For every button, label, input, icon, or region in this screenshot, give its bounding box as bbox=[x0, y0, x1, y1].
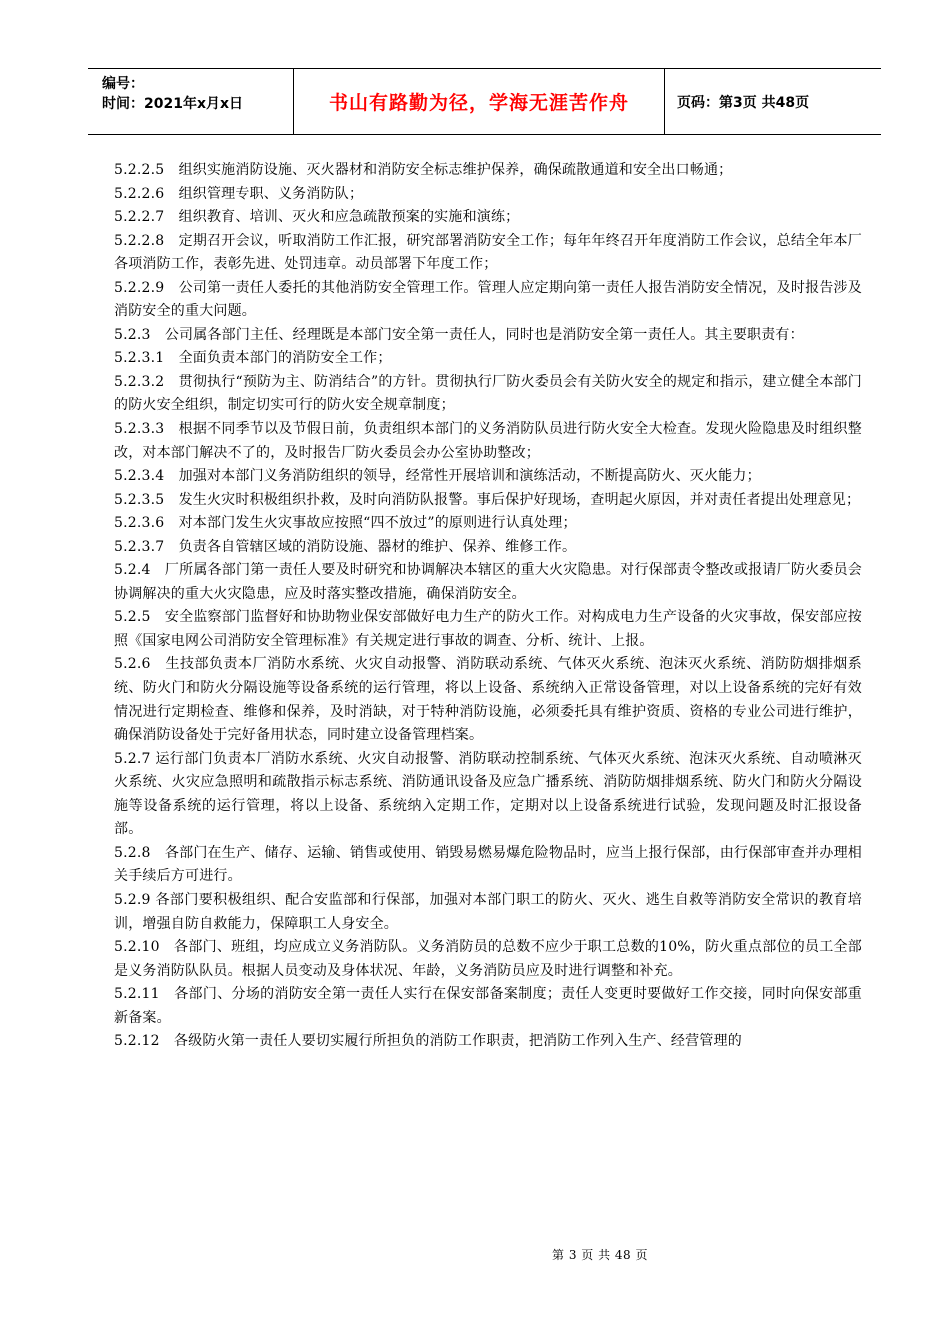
paragraph: 5.2.2.9 公司第一责任人委托的其他消防安全管理工作。管理人应定期向第一责任人报告消防安全情况，及时报告涉及消防安全的重大问题。 bbox=[114, 279, 862, 320]
paragraph: 5.2.3.2 贯彻执行“预防为主、防消结合”的方针。贯彻执行厂防火委员会有关防火安全的规定和指示，建立健全本部门的防火安全组织，制定切实可行的防火安全规章制度； bbox=[114, 373, 862, 414]
paragraph: 5.2.3 公司属各部门主任、经理既是本部门安全第一责任人，同时也是消防安全第一责任人。其主要职责有： bbox=[114, 326, 804, 343]
header-motto: 书山有路勤为径，学海无涯苦作舟 bbox=[293, 69, 665, 134]
header-time: 时间：2021年x月x日 bbox=[102, 96, 244, 112]
paragraph: 5.2.3.1 全面负责本部门的消防安全工作； bbox=[114, 350, 392, 367]
paragraph: 5.2.7 运行部门负责本厂消防水系统、火灾自动报警、消防联动控制系统、气体灭火系统、泡沫灭火系统、自动喷淋灭火系统、火灾应急照明和疏散指示标志系统、消防通讯设备及应急广播系统、消防防烟排烟系统、防火门和防火分隔设施等设备系统的运行管理，将以上设备、系统纳入定期工作，定期对以上设备系统进行试验，发现问题及时汇报设备部。 bbox=[114, 750, 862, 838]
footer-page-number: 第 3 页 共 48 页 bbox=[552, 1248, 648, 1262]
header-page-number: 页码：第3页 共48页 bbox=[677, 94, 810, 111]
document-body bbox=[114, 159, 862, 1054]
paragraph: 5.2.9 各部门要积极组织、配合安监部和行保部，加强对本部门职工的防火、灭火、逃生自救等消防安全常识的教育培训，增强自防自救能力，保障职工人身安全。 bbox=[114, 891, 862, 932]
paragraph: 5.2.8 各部门在生产、储存、运输、销售或使用、销毁易燃易爆危险物品时，应当上报行保部，由行保部审查并办理相关手续后方可进行。 bbox=[114, 844, 862, 885]
paragraph: 5.2.2.5 组织实施消防设施、灭火器材和消防安全标志维护保养，确保疏散通道和安全出口畅通； bbox=[114, 162, 733, 178]
paragraph: 5.2.2.6 组织管理专职、义务消防队； bbox=[114, 185, 364, 202]
paragraph: 5.2.11 各部门、分场的消防安全第一责任人实行在保安部备案制度；责任人变更时要做好工作交接，同时向保安部重新备案。 bbox=[114, 986, 862, 1026]
header-meta bbox=[88, 69, 293, 134]
paragraph: 5.2.12 各级防火第一责任人要切实履行所担负的消防工作职责，把消防工作列入生产、经营管理的 bbox=[114, 1033, 742, 1050]
paragraph: 5.2.10 各部门、班组，均应成立义务消防队。义务消防员的总数不应少于职工总数的10%，防火重点部位的员工全部是义务消防队队员。根据人员变动及身体状况、年龄，义务消防员应及时进行调整和补充。 bbox=[114, 939, 862, 979]
header-number: 编号： bbox=[102, 76, 144, 92]
paragraph: 5.2.5 安全监察部门监督好和协助物业保安部做好电力生产的防火工作。对构成电力生产设备的火灾事故，保安部应按照《国家电网公司消防安全管理标准》有关规定进行事故的调查、分析、统计、上报。 bbox=[114, 609, 862, 649]
paragraph: 5.2.2.7 组织教育、培训、灭火和应急疏散预案的实施和演练； bbox=[114, 209, 520, 226]
paragraph: 5.2.3.6 对本部门发生火灾事故应按照“四不放过”的原则进行认真处理； bbox=[114, 515, 577, 532]
paragraph: 5.2.3.7 负责各自管辖区域的消防设施、器材的维护、保养、维修工作。 bbox=[114, 538, 577, 555]
paragraph: 5.2.6 生技部负责本厂消防水系统、火灾自动报警、消防联动系统、气体灭火系统、泡沫灭火系统、消防防烟排烟系统、防火门和防火分隔设施等设备系统的运行管理，将以上设备、系统纳入正常设备管理，对以上设备系统的完好有效情况进行定期检查、维修和保养，及时消缺，对于特种消防设施，必须委托具有维护资质、资格的专业公司进行维护，确保消防设备处于完好备用状态，同时建立设备管理档案。 bbox=[114, 656, 862, 744]
paragraph: 5.2.3.4 加强对本部门义务消防组织的领导，经常性开展培训和演练活动，不断提高防火、灭火能力； bbox=[114, 468, 761, 485]
paragraph: 5.2.3.3 根据不同季节以及节假日前，负责组织本部门的义务消防队员进行防火安全大检查。发现火险隐患及时组织整改，对本部门解决不了的，及时报告厂防火委员会办公室协助整改； bbox=[114, 421, 862, 461]
paragraph: 5.2.2.8 定期召开会议，听取消防工作汇报，研究部署消防安全工作；每年年终召开年度消防工作会议，总结全年本厂各项消防工作，表彰先进、处罚违章。动员部署下年度工作； bbox=[114, 232, 862, 273]
paragraph: 5.2.3.5 发生火灾时积极组织扑救，及时向消防队报警。事后保护好现场，查明起火原因，并对责任者提出处理意见； bbox=[114, 491, 861, 508]
page-header bbox=[88, 68, 881, 135]
paragraph: 5.2.4 厂所属各部门第一责任人要及时研究和协调解决本辖区的重大火灾隐患。对行保部责令整改或报请厂防火委员会协调解决的重大火灾隐患，应及时落实整改措施，确保消防安全。 bbox=[114, 562, 862, 602]
page-footer bbox=[0, 1246, 950, 1263]
